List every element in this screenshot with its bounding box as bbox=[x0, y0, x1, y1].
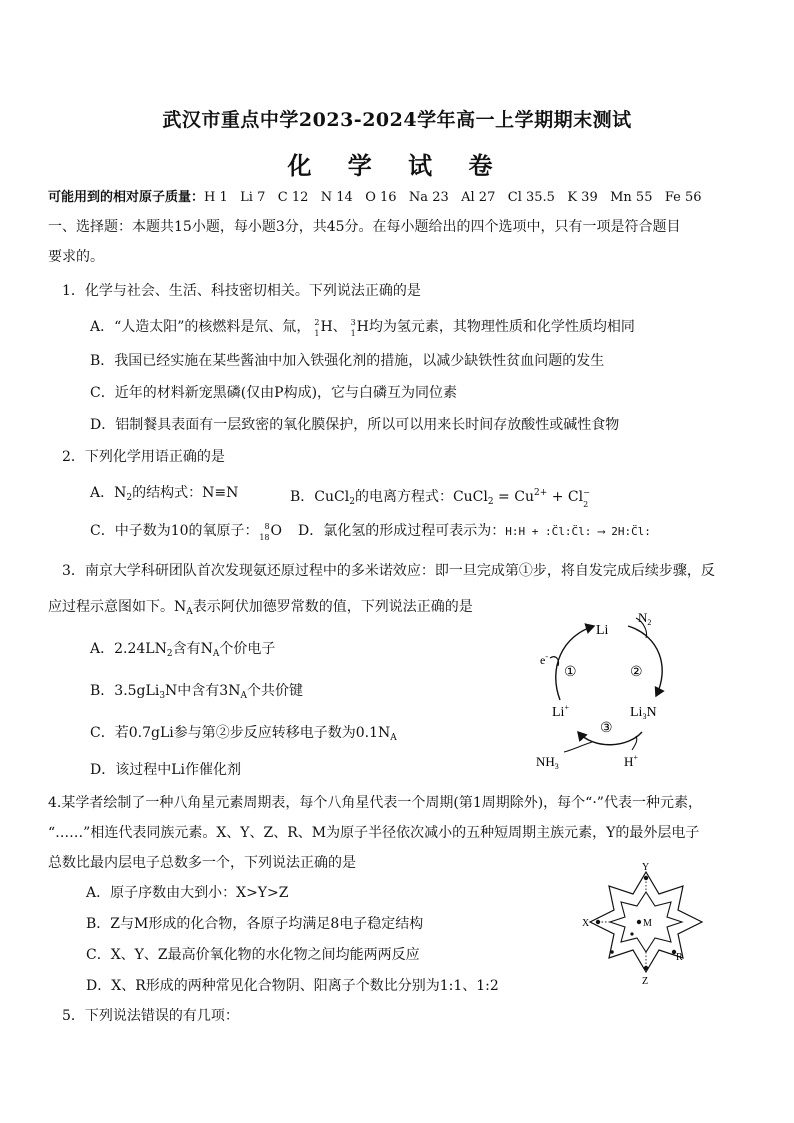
label-n2: $N_2$ bbox=[638, 610, 652, 627]
element-dot-m bbox=[637, 920, 641, 924]
q1-option-d: D．铝制餐具表面有一层致密的氧化膜保护，所以可以用来长时间存放酸性或碱性食物 bbox=[90, 417, 620, 433]
label-electron: e- bbox=[540, 652, 548, 667]
q3-option-c: C．若0.7gLi参与第②步反应转移电子数为$0.1N_A$ bbox=[90, 725, 397, 743]
label-m: M bbox=[643, 918, 652, 929]
q1-a-text: A．“人造太阳”的核燃料是氘、氚， bbox=[90, 319, 311, 335]
element-dot-z bbox=[644, 966, 648, 970]
label-li: Li bbox=[596, 623, 609, 638]
label-li-ion: Li+ bbox=[552, 703, 569, 720]
q2-option-c: C．中子数为10的氧原子： 8 18 O bbox=[90, 522, 283, 542]
exam-title: 武汉市重点中学2023-2024学年高一上学期期末测试 bbox=[162, 109, 632, 131]
element-dot-y bbox=[644, 876, 648, 880]
nh3-outlet-arrow bbox=[564, 742, 592, 752]
q4-option-a: A．原子序数由大到小：X>Y>Z bbox=[86, 885, 289, 901]
q2-c-nuclide: 8 18 bbox=[259, 522, 270, 542]
q1-a-nuclide1: 2 1 bbox=[314, 318, 320, 338]
element-dot bbox=[610, 950, 614, 954]
q5-stem: 5．下列说法错误的有几项： bbox=[62, 1008, 239, 1024]
q2-d-equation: H:H + :C̈l:C̈l: ⟶ 2H:C̈l: bbox=[505, 525, 651, 538]
q3-option-a: A．$2.24LN_2$含有$N_A$个价电子 bbox=[90, 641, 276, 659]
q3-stem-line2: 应过程示意图如下。$N_A$表示阿伏加德罗常数的值，下列说法正确的是 bbox=[48, 599, 473, 617]
q3-stem-line1: 3．南京大学科研团队首次发现氨还原过程中的多米诺效应：即一旦完成第①步，将自发完成后续步骤，反 bbox=[62, 563, 715, 579]
q1-stem: 1．化学与社会、生活、科技密切相关。下列说法正确的是 bbox=[62, 283, 421, 299]
label-hplus: H+ bbox=[624, 753, 638, 769]
element-dot bbox=[630, 932, 633, 935]
label-z: Z bbox=[642, 976, 649, 987]
q3-option-d: D．该过程中Li作催化剂 bbox=[90, 762, 241, 778]
q3-option-b: B．3.5gLi$_3$N中含有$3N_A$个共价键 bbox=[90, 683, 303, 701]
q4-stem-line1: 4.某学者绘制了一种八角星元素周期表，每个八角星代表一个周期(第1周期除外)，每个“·”代表一种元素， bbox=[48, 795, 702, 811]
cycle-arc-step1 bbox=[556, 626, 594, 700]
q4-stem-line3: 总数比最内层电子总数多一个，下列说法正确的是 bbox=[48, 855, 356, 871]
q4-stem-line2: “……”相连代表同族元素。X、Y、Z、R、M为原子半径依次减小的五种短周期主族元素，Y的最外层电子 bbox=[48, 825, 700, 841]
q2-option-d: D．氯化氢的形成过程可表示为：H:H + :C̈l:C̈l: ⟶ 2H:C̈l: bbox=[298, 523, 651, 539]
atomic-masses bbox=[48, 186, 702, 205]
label-r: R bbox=[676, 952, 683, 963]
exam-subtitle: 化 学 试 卷 bbox=[287, 151, 507, 180]
section-instructions-line2: 要求的。 bbox=[48, 249, 104, 265]
q1-a-h2: H均为氢元素，其物理性质和化学性质均相同 bbox=[356, 319, 635, 335]
q3-reaction-cycle-diagram bbox=[520, 608, 710, 778]
q2-option-a: A．$N_2$的结构式：N≡N bbox=[90, 485, 239, 503]
label-step2: ② bbox=[630, 665, 643, 680]
q4-option-c: C．X、Y、Z最高价氧化物的水化物之间均能两两反应 bbox=[86, 947, 420, 963]
q4-option-d: D．X、R形成的两种常见化合物阴、阳离子个数比分别为1:1、1:2 bbox=[86, 978, 499, 994]
label-nh3: $NH_3$ bbox=[536, 754, 559, 771]
section-instructions-line1: 一、选择题：本题共15小题，每小题3分，共45分。在每小题给出的四个选项中，只有一项是符合题目 bbox=[48, 219, 681, 235]
q1-option-b: B．我国已经实施在某些酱油中加入铁强化剂的措施，以减少缺铁性贫血问题的发生 bbox=[90, 353, 605, 369]
atomic-masses-values: H 1 Li 7 C 12 N 14 O 16 Na 23 Al 27 Cl 35.5 K 39 Mn 55 Fe 56 bbox=[204, 190, 702, 205]
q1-option-a bbox=[90, 317, 635, 337]
element-dot-x bbox=[596, 920, 600, 924]
q1-a-h1: H、 bbox=[320, 319, 347, 335]
q4-option-b: B．Z与M形成的化合物，各原子均满足8电子稳定结构 bbox=[86, 916, 424, 932]
cycle-arc-step2 bbox=[628, 626, 662, 696]
label-step1: ① bbox=[564, 665, 577, 680]
q2-stem: 2．下列化学用语正确的是 bbox=[62, 449, 225, 465]
label-x: X bbox=[582, 918, 590, 929]
label-y: Y bbox=[642, 862, 650, 873]
q1-option-c: C．近年的材料新宠黑磷(仅由P构成)，它与白磷互为同位素 bbox=[90, 385, 458, 401]
label-step3: ③ bbox=[600, 721, 613, 736]
label-li3n: $Li_3N$ bbox=[630, 705, 657, 721]
atomic-masses-label: 可能用到的相对原子质量： bbox=[48, 190, 205, 205]
q4-octagram-periodic-table bbox=[576, 860, 716, 990]
q2-b-equation: CuCl$_2$ = $Cu^{2+} + Cl$ − 2 bbox=[452, 488, 590, 509]
q1-a-nuclide2: 3 1 bbox=[350, 318, 356, 338]
q2-option-b: B．CuCl$_2$的电离方程式：CuCl$_2$ = $Cu^{2+} + Cl$ − 2 bbox=[290, 488, 590, 509]
